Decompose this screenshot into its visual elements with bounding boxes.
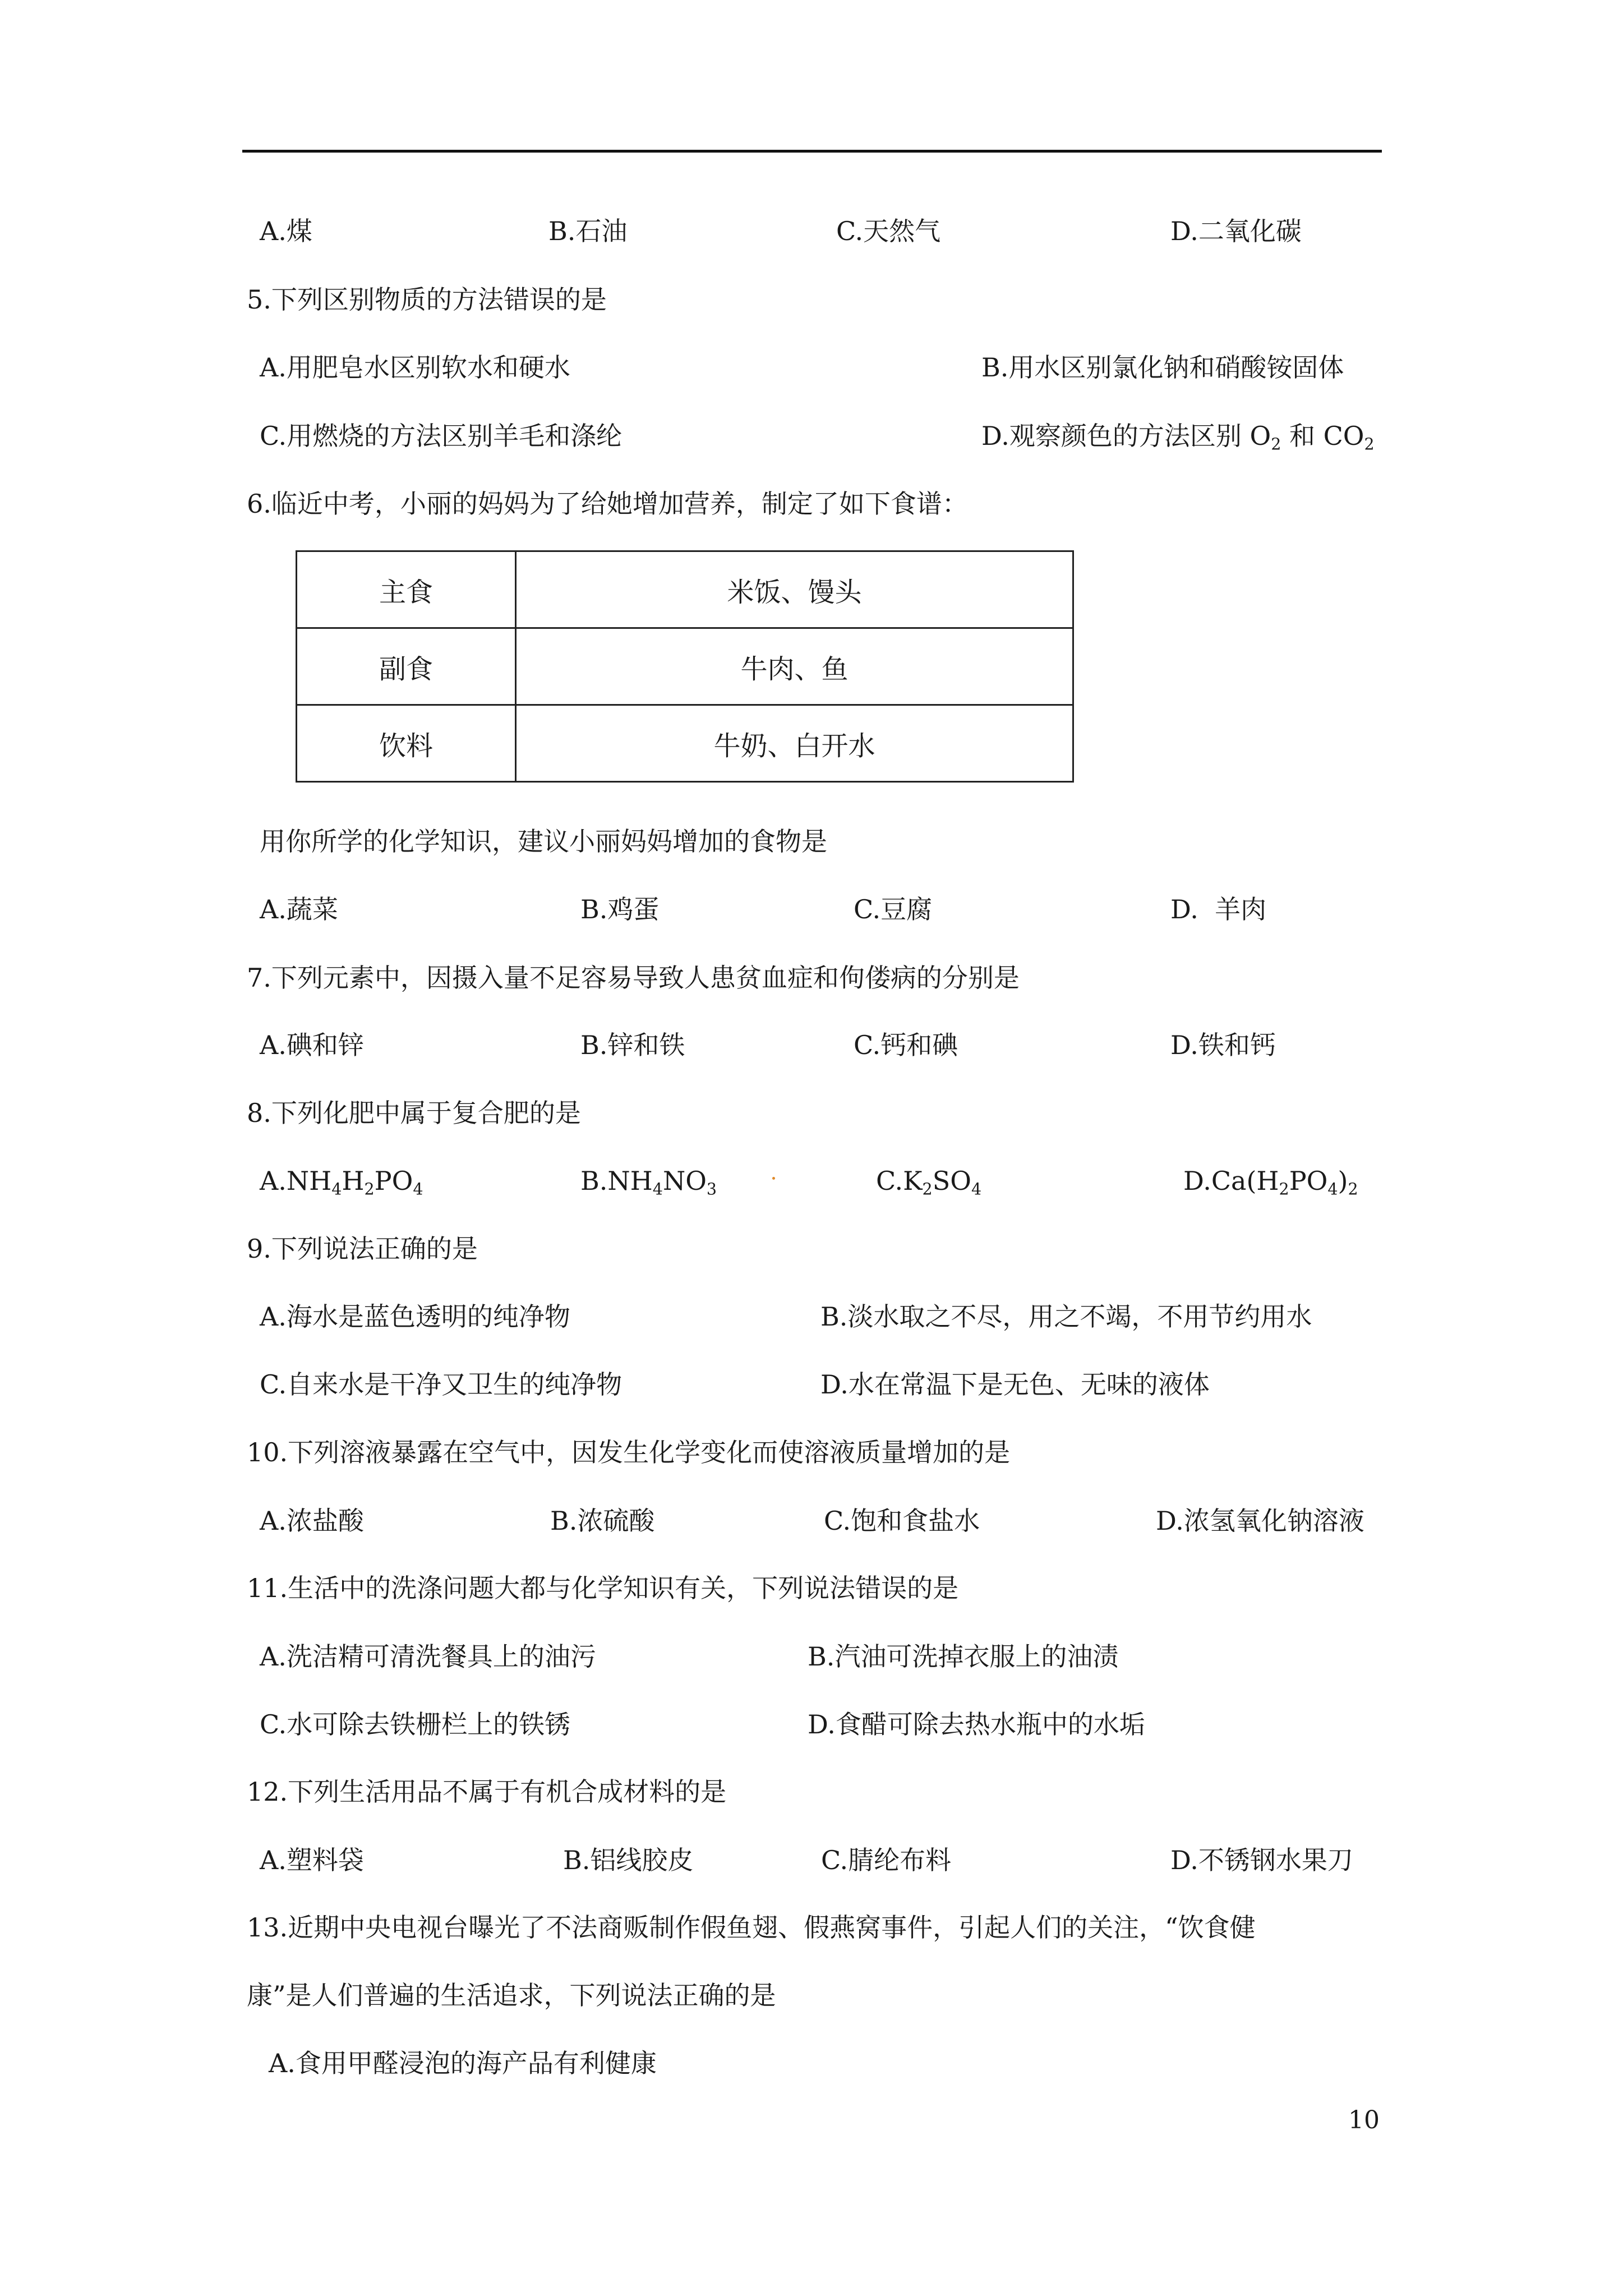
- q5-option-a: A.用肥皂水区别软水和硬水: [260, 352, 570, 383]
- q8-option-d: $D.Ca(H_2PO_4)_2$: [1183, 1166, 1358, 1199]
- q4-option-d: D.二氧化碳: [1170, 216, 1302, 246]
- q10-option-a: A.浓盐酸: [260, 1506, 364, 1536]
- q10-option-d: D.浓氢氧化钠溶液: [1156, 1506, 1364, 1536]
- table-row: [297, 628, 1073, 705]
- q11-stem: 11.生活中的洗涤问题大都与化学知识有关，下列说法错误的是: [247, 1573, 959, 1603]
- q13-stem-line2: 康”是人们普遍的生活追求，下列说法正确的是: [247, 1980, 776, 2010]
- q10-option-c: C.饱和食盐水: [824, 1506, 980, 1536]
- q4-option-a: A.煤: [260, 216, 312, 246]
- q12-option-d: D.不锈钢水果刀: [1170, 1845, 1353, 1875]
- q8-stem: 8.下列化肥中属于复合肥的是: [247, 1098, 581, 1128]
- q8-option-c: $C.K_2SO_4$: [876, 1166, 982, 1199]
- q7-option-b: B.锌和铁: [580, 1030, 685, 1060]
- q12-option-c: C.腈纶布料: [821, 1845, 952, 1875]
- q10-option-b: B.浓硫酸: [550, 1506, 655, 1536]
- q6-option-c: C.豆腐: [854, 894, 933, 924]
- q11-option-c: C.水可除去铁栅栏上的铁锈: [260, 1709, 571, 1740]
- q11-option-b: B.汽油可洗掉衣服上的油渍: [808, 1641, 1119, 1672]
- page-number: 10: [1348, 2106, 1380, 2134]
- q4-option-c: C.天然气: [836, 216, 941, 246]
- q7-option-c: C.钙和碘: [854, 1030, 958, 1060]
- menu-foods: 米饭、馒头: [516, 551, 1073, 628]
- header-rule: [242, 150, 1382, 153]
- menu-category: 副食: [297, 628, 516, 705]
- q8-option-a: $A.NH_4H_2PO_4$: [260, 1166, 423, 1199]
- q6-followup: 用你所学的化学知识，建议小丽妈妈增加的食物是: [260, 826, 827, 857]
- q12-option-b: B.铝线胶皮: [563, 1845, 694, 1875]
- q10-stem: 10.下列溶液暴露在空气中，因发生化学变化而使溶液质量增加的是: [247, 1437, 1011, 1467]
- q6-option-b: B.鸡蛋: [580, 894, 660, 924]
- table-row: [297, 705, 1073, 782]
- q9-option-d: D.水在常温下是无色、无味的液体: [820, 1369, 1210, 1400]
- menu-category: 主食: [297, 551, 516, 628]
- q9-option-a: A.海水是蓝色透明的纯净物: [260, 1301, 570, 1332]
- q11-option-d: D.食醋可除去热水瓶中的水垢: [808, 1709, 1145, 1740]
- q6-option-d: D. 羊肉: [1170, 894, 1267, 924]
- q5-stem: 5.下列区别物质的方法错误的是: [247, 284, 607, 315]
- q9-stem: 9.下列说法正确的是: [247, 1234, 478, 1264]
- q13-stem-line1: 13.近期中央电视台曝光了不法商贩制作假鱼翅、假燕窝事件，引起人们的关注，“饮食健: [247, 1912, 1256, 1943]
- menu-table: [296, 550, 1074, 783]
- q6-stem: 6.临近中考，小丽的妈妈为了给她增加营养，制定了如下食谱：: [247, 489, 968, 519]
- q4-option-b: B.石油: [548, 216, 628, 246]
- q5-option-b: B.用水区别氯化钠和硝酸铵固体: [981, 352, 1344, 383]
- stray-dot: [772, 1177, 775, 1180]
- menu-foods: 牛奶、白开水: [516, 705, 1073, 782]
- table-row: [297, 551, 1073, 628]
- q7-option-a: A.碘和锌: [260, 1030, 364, 1060]
- q7-stem: 7.下列元素中，因摄入量不足容易导致人患贫血症和佝偻病的分别是: [247, 963, 1020, 993]
- q12-option-a: A.塑料袋: [260, 1845, 364, 1875]
- q9-option-b: B.淡水取之不尽，用之不竭，不用节约用水: [820, 1301, 1312, 1332]
- q12-stem: 12.下列生活用品不属于有机合成材料的是: [247, 1777, 727, 1807]
- q5-option-d: D.观察颜色的方法区别 $O_2$ 和 $CO_2$: [981, 421, 1375, 454]
- menu-category: 饮料: [297, 705, 516, 782]
- q11-option-a: A.洗洁精可清洗餐具上的油污: [260, 1641, 596, 1672]
- q13-option-a: A.食用甲醛浸泡的海产品有利健康: [269, 2048, 657, 2078]
- q8-option-b: $B.NH_4NO_3$: [580, 1166, 717, 1199]
- q7-option-d: D.铁和钙: [1170, 1030, 1276, 1060]
- menu-foods: 牛肉、鱼: [516, 628, 1073, 705]
- q6-option-a: A.蔬菜: [260, 894, 338, 924]
- q9-option-c: C.自来水是干净又卫生的纯净物: [260, 1369, 623, 1400]
- q5-option-c: C.用燃烧的方法区别羊毛和涤纶: [260, 421, 623, 451]
